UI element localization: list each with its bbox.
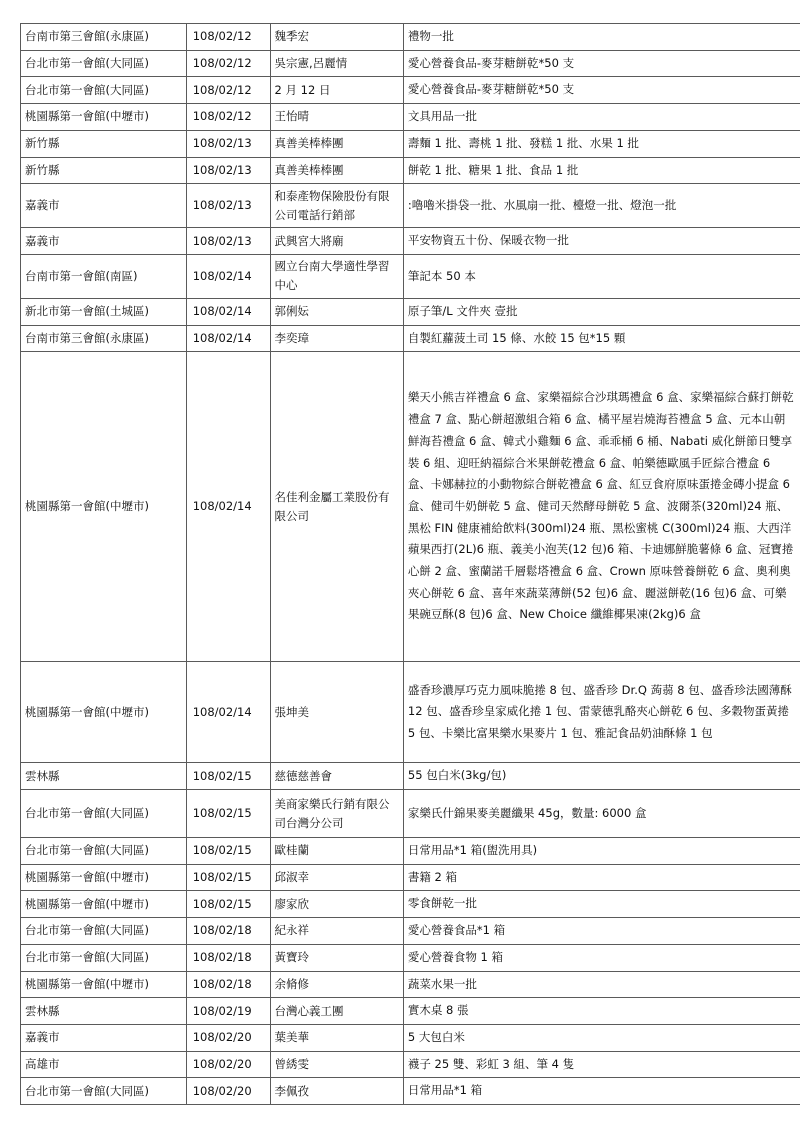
- location-cell: 桃園縣第一會館(中壢市): [21, 891, 187, 918]
- table-row: [21, 298, 800, 325]
- items-cell: 盛香珍濃厚巧克力風味脆捲 8 包、盛香珍 Dr.Q 蒟蒻 8 包、盛香珍法國薄酥 12 包、盛香珍皇家威化捲 1 包、雷蒙德乳酪夾心餅乾 6 包、多穀物蛋黃捲 5 包、卡樂比富果樂水果麥片 1 包、雅記食品奶油酥條 1 包: [403, 662, 800, 763]
- donor-cell: 歐桂蘭: [270, 838, 403, 865]
- location-cell: 雲林縣: [21, 763, 187, 790]
- location-cell: 台北市第一會館(大同區): [21, 838, 187, 865]
- donation-record-sheet: [20, 23, 800, 1105]
- donor-cell: 魏季宏: [270, 24, 403, 51]
- donor-cell: 美商家樂氏行銷有限公司台灣分公司: [270, 790, 403, 838]
- items-cell: 5 大包白米: [403, 1024, 800, 1051]
- items-cell: 家樂氏什錦果麥美麗纖果 45g，數量: 6000 盒: [403, 790, 800, 838]
- location-cell: 台北市第一會館(大同區): [21, 944, 187, 971]
- location-cell: 新竹縣: [21, 157, 187, 184]
- location-cell: 台北市第一會館(大同區): [21, 790, 187, 838]
- table-row: [21, 971, 800, 998]
- donor-cell: 吳宗憲,呂麗情: [270, 50, 403, 77]
- donor-cell: 廖家欣: [270, 891, 403, 918]
- items-cell: 樂天小熊吉祥禮盒 6 盒、家樂福綜合沙琪瑪禮盒 6 盒、家樂福綜合蘇打餅乾禮盒 7 盒、點心餅超激組合箱 6 盒、橘平屋岩燒海苔禮盒 5 盒、元本山朝鮮海苔禮盒 6 盒、韓式小雞麵 6 盒、乖乖桶 6 桶、Nabati 威化餅節日雙享裝 6 組、迎旺納福綜合米果餅乾禮盒 6 盒、帕樂德歐風手匠綜合禮盒 6 盒、卡娜赫拉的小動物綜合餅乾禮盒 6 盒、紅豆食府原味蛋捲金磚小提盒 6 盒、健司牛奶餅乾 5 盒、健司天然酵母餅乾 5 盒、波爾茶(320ml)24 瓶、黑松 FIN 健康補給飲料(300ml)24 瓶、黑松蜜桃 C(300ml)24 瓶、大西洋蘋果西打(2L)6 瓶、義美小泡芙(12 包)6 箱、卡迪娜鮮脆薯條 6 盒、冠寶捲心餅 2 盒、蜜蘭諾千層鬆塔禮盒 6 盒、Crown 原味營養餅乾 6 盒、奧利奧夾心餅乾 6 盒、喜年來蔬菜薄餅(52 包)6 盒、麗滋餅乾(16 包)6 盒、可樂果碗豆酥(8 包)6 盒、New Choice 纖維椰果凍(2kg)6 盒: [403, 352, 800, 662]
- items-cell: 日常用品*1 箱(盥洗用具): [403, 838, 800, 865]
- table-row: [21, 1078, 800, 1105]
- date-cell: 108/02/12: [186, 24, 270, 51]
- donor-cell: 和泰產物保險股份有限公司電話行銷部: [270, 184, 403, 228]
- date-cell: 108/02/14: [186, 662, 270, 763]
- date-cell: 108/02/12: [186, 104, 270, 131]
- donor-cell: 曾綉雯: [270, 1051, 403, 1078]
- date-cell: 108/02/14: [186, 254, 270, 298]
- items-cell: 愛心營養食品-麥芽糖餅乾*50 支: [403, 77, 800, 104]
- donor-cell: 李奕璋: [270, 325, 403, 352]
- table-row: [21, 77, 800, 104]
- donor-cell: 慈德慈善會: [270, 763, 403, 790]
- date-cell: 108/02/15: [186, 864, 270, 891]
- donor-cell: 真善美棒棒團: [270, 157, 403, 184]
- location-cell: 嘉義市: [21, 184, 187, 228]
- items-cell: 零食餅乾一批: [403, 891, 800, 918]
- date-cell: 108/02/15: [186, 838, 270, 865]
- location-cell: 桃園縣第一會館(中壢市): [21, 971, 187, 998]
- items-cell: 55 包白米(3kg/包): [403, 763, 800, 790]
- items-cell: 筆記本 50 本: [403, 254, 800, 298]
- table-row: [21, 944, 800, 971]
- location-cell: 嘉義市: [21, 1024, 187, 1051]
- donor-cell: 郭俐妘: [270, 298, 403, 325]
- location-cell: 高雄市: [21, 1051, 187, 1078]
- table-row: [21, 864, 800, 891]
- location-cell: 台北市第一會館(大同區): [21, 918, 187, 945]
- table-row: [21, 1051, 800, 1078]
- items-cell: 餅乾 1 批、糖果 1 批、食品 1 批: [403, 157, 800, 184]
- items-cell: 日常用品*1 箱: [403, 1078, 800, 1105]
- items-cell: 蔬菜水果一批: [403, 971, 800, 998]
- location-cell: 台南市第一會館(南區): [21, 254, 187, 298]
- date-cell: 108/02/15: [186, 891, 270, 918]
- location-cell: 台南市第三會館(永康區): [21, 24, 187, 51]
- table-row: [21, 998, 800, 1025]
- donation-table: [20, 23, 800, 1105]
- items-cell: 文具用品一批: [403, 104, 800, 131]
- table-row: [21, 24, 800, 51]
- date-cell: 108/02/13: [186, 157, 270, 184]
- table-row: [21, 254, 800, 298]
- items-cell: 原子筆/L 文件夾 壹批: [403, 298, 800, 325]
- items-cell: 愛心營養食品-麥芽糖餅乾*50 支: [403, 50, 800, 77]
- location-cell: 台北市第一會館(大同區): [21, 50, 187, 77]
- items-cell: 壽麵 1 批、壽桃 1 批、發糕 1 批、水果 1 批: [403, 130, 800, 157]
- date-cell: 108/02/18: [186, 971, 270, 998]
- donor-cell: 邱淑幸: [270, 864, 403, 891]
- location-cell: 桃園縣第一會館(中壢市): [21, 864, 187, 891]
- date-cell: 108/02/15: [186, 763, 270, 790]
- table-row: [21, 838, 800, 865]
- table-row: [21, 104, 800, 131]
- date-cell: 108/02/19: [186, 998, 270, 1025]
- donor-cell: 余脩修: [270, 971, 403, 998]
- table-row: [21, 891, 800, 918]
- location-cell: 台南市第三會館(永康區): [21, 325, 187, 352]
- location-cell: 桃園縣第一會館(中壢市): [21, 352, 187, 662]
- table-row: [21, 50, 800, 77]
- donor-cell: 真善美棒棒團: [270, 130, 403, 157]
- date-cell: 108/02/13: [186, 228, 270, 255]
- location-cell: 台北市第一會館(大同區): [21, 77, 187, 104]
- date-cell: 108/02/13: [186, 184, 270, 228]
- date-cell: 108/02/18: [186, 944, 270, 971]
- location-cell: 新竹縣: [21, 130, 187, 157]
- items-cell: 實木桌 8 張: [403, 998, 800, 1025]
- date-cell: 108/02/12: [186, 77, 270, 104]
- date-cell: 108/02/14: [186, 352, 270, 662]
- table-row: [21, 130, 800, 157]
- donor-cell: 李佩孜: [270, 1078, 403, 1105]
- location-cell: 台北市第一會館(大同區): [21, 1078, 187, 1105]
- donor-cell: 紀永祥: [270, 918, 403, 945]
- items-cell: 書籍 2 箱: [403, 864, 800, 891]
- donor-cell: 黃寶玲: [270, 944, 403, 971]
- donor-cell: 台灣心義工團: [270, 998, 403, 1025]
- donor-cell: 武興宮大將廟: [270, 228, 403, 255]
- donor-cell: 張坤美: [270, 662, 403, 763]
- location-cell: 桃園縣第一會館(中壢市): [21, 662, 187, 763]
- date-cell: 108/02/20: [186, 1051, 270, 1078]
- location-cell: 嘉義市: [21, 228, 187, 255]
- table-row: [21, 228, 800, 255]
- items-cell: 平安物資五十份、保暖衣物一批: [403, 228, 800, 255]
- date-cell: 108/02/14: [186, 298, 270, 325]
- donor-cell: 2 月 12 日: [270, 77, 403, 104]
- table-row: [21, 157, 800, 184]
- table-row: [21, 1024, 800, 1051]
- location-cell: 新北市第一會館(土城區): [21, 298, 187, 325]
- items-cell: 禮物一批: [403, 24, 800, 51]
- items-cell: 自製紅蘿菠土司 15 條、水餃 15 包*15 顆: [403, 325, 800, 352]
- table-row: [21, 662, 800, 763]
- location-cell: 雲林縣: [21, 998, 187, 1025]
- table-row: [21, 790, 800, 838]
- donor-cell: 葉美華: [270, 1024, 403, 1051]
- date-cell: 108/02/14: [186, 325, 270, 352]
- table-row: [21, 325, 800, 352]
- donor-cell: 名佳利金屬工業股份有限公司: [270, 352, 403, 662]
- donor-cell: 王怡晴: [270, 104, 403, 131]
- date-cell: 108/02/18: [186, 918, 270, 945]
- table-row: [21, 763, 800, 790]
- table-row: [21, 352, 800, 662]
- donor-cell: 國立台南大學適性學習中心: [270, 254, 403, 298]
- date-cell: 108/02/20: [186, 1024, 270, 1051]
- table-row: [21, 918, 800, 945]
- date-cell: 108/02/20: [186, 1078, 270, 1105]
- donation-table-body: [21, 24, 800, 1105]
- table-row: [21, 184, 800, 228]
- items-cell: :嚕嚕米掛袋一批、水風扇一批、檯燈一批、燈泡一批: [403, 184, 800, 228]
- date-cell: 108/02/13: [186, 130, 270, 157]
- date-cell: 108/02/12: [186, 50, 270, 77]
- location-cell: 桃園縣第一會館(中壢市): [21, 104, 187, 131]
- items-cell: 襪子 25 雙、彩虹 3 組、筆 4 隻: [403, 1051, 800, 1078]
- items-cell: 愛心營養食物 1 箱: [403, 944, 800, 971]
- date-cell: 108/02/15: [186, 790, 270, 838]
- items-cell: 愛心營養食品*1 箱: [403, 918, 800, 945]
